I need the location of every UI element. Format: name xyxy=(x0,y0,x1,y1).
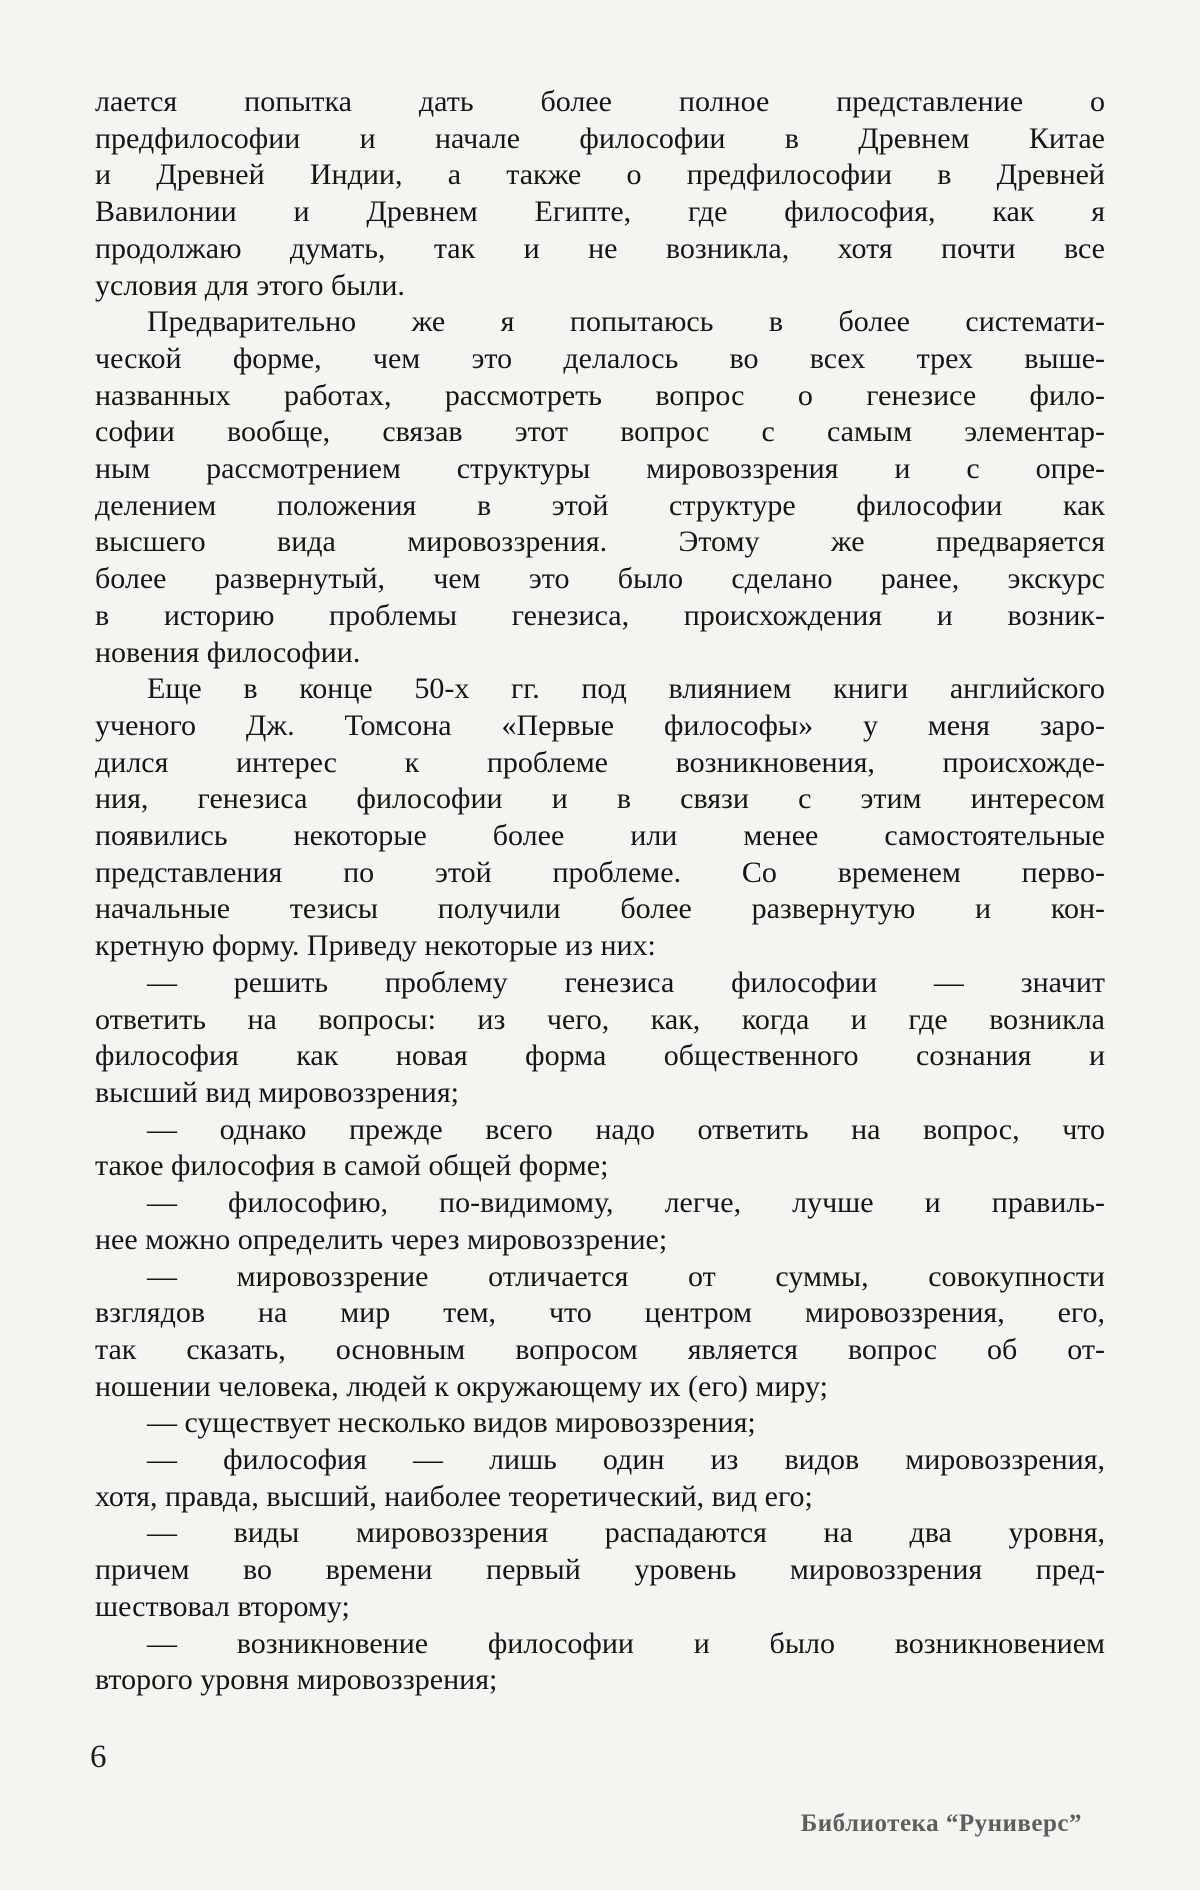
text-line: философия как новая форма общественного сознания и xyxy=(95,1039,1105,1073)
text-line: Еще в конце 50-х гг. под влиянием книги английского xyxy=(147,672,1105,706)
text-line: причем во времени первый уровень мировоззрения пред- xyxy=(95,1553,1105,1587)
text-line: дился интерес к проблеме возникновения, происхожде- xyxy=(95,745,1105,779)
text-line: — мировоззрение отличается от суммы, совокупности xyxy=(147,1259,1105,1293)
text-line: новения философии. xyxy=(95,635,361,669)
text-line: начальные тезисы получили более развернутую и кон- xyxy=(95,892,1105,926)
text-line: ческой форме, чем это делалось во всех трех выше- xyxy=(95,341,1105,375)
text-line: — виды мировоззрения распадаются на два уровня, xyxy=(147,1516,1105,1550)
library-watermark: Библиотека “Руниверс” xyxy=(800,1810,1082,1837)
text-line: ным рассмотрением структуры мировоззрения и с опре- xyxy=(95,452,1105,486)
page-text xyxy=(95,84,1105,1699)
text-line: ношении человека, людей к окружающему их (его) миру; xyxy=(95,1369,828,1403)
text-line: второго уровня мировоззрения; xyxy=(95,1663,498,1697)
text-line: ния, генезиса философии и в связи с этим интересом xyxy=(95,782,1105,816)
text-line: и Древней Индии, а также о предфилософии в Древней xyxy=(95,158,1105,192)
text-line: так сказать, основным вопросом является вопрос об от- xyxy=(95,1332,1105,1366)
text-line: продолжаю думать, так и не возникла, хотя почти все xyxy=(95,231,1105,265)
text-line: Предварительно же я попытаюсь в более системати- xyxy=(147,305,1105,339)
text-line: такое философия в самой общей форме; xyxy=(95,1149,609,1183)
text-line: Вавилонии и Древнем Египте, где философия, как я xyxy=(95,195,1105,229)
text-line: — существует несколько видов мировоззрения; xyxy=(147,1406,756,1440)
text-line: ученого Дж. Томсона «Первые философы» у меня заро- xyxy=(95,708,1105,742)
text-line: взглядов на мир тем, что центром мировоззрения, его, xyxy=(95,1296,1105,1330)
text-line: — возникновение философии и было возникновением xyxy=(147,1626,1105,1660)
text-line: хотя, правда, высший, наиболее теоретический, вид его; xyxy=(95,1479,813,1513)
text-line: — философия — лишь один из видов мировоззрения, xyxy=(147,1443,1105,1477)
text-line: делением положения в этой структуре философии как xyxy=(95,488,1105,522)
text-line: высший вид мировоззрения; xyxy=(95,1075,459,1109)
text-line: — философию, по-видимому, легче, лучше и правиль- xyxy=(147,1186,1105,1220)
text-line: ответить на вопросы: из чего, как, когда и где возникла xyxy=(95,1002,1105,1036)
text-line: лается попытка дать более полное представление о xyxy=(95,85,1105,118)
text-line: — решить проблему генезиса философии — значит xyxy=(147,965,1105,999)
text-line: софии вообще, связав этот вопрос с самым элементар- xyxy=(95,415,1105,449)
text-line: — однако прежде всего надо ответить на вопрос, что xyxy=(147,1112,1105,1146)
text-line: более развернутый, чем это было сделано ранее, экскурс xyxy=(95,562,1105,596)
text-line: условия для этого были. xyxy=(95,268,405,302)
text-line: предфилософии и начале философии в Древнем Китае xyxy=(95,121,1105,155)
text-line: шествовал второму; xyxy=(95,1589,350,1623)
text-line: названных работах, рассмотреть вопрос о генезисе фило- xyxy=(95,378,1105,412)
text-line: представления по этой проблеме. Со временем перво- xyxy=(95,855,1105,889)
text-line: в историю проблемы генезиса, происхождения и возник- xyxy=(95,598,1105,632)
page-number: 6 xyxy=(90,1739,107,1775)
text-line: высшего вида мировоззрения. Этому же предваряется xyxy=(95,525,1105,559)
text-line: появились некоторые более или менее самостоятельные xyxy=(95,819,1105,853)
text-line: кретную форму. Приведу некоторые из них: xyxy=(95,929,656,963)
text-line: нее можно определить через мировоззрение; xyxy=(95,1222,668,1256)
